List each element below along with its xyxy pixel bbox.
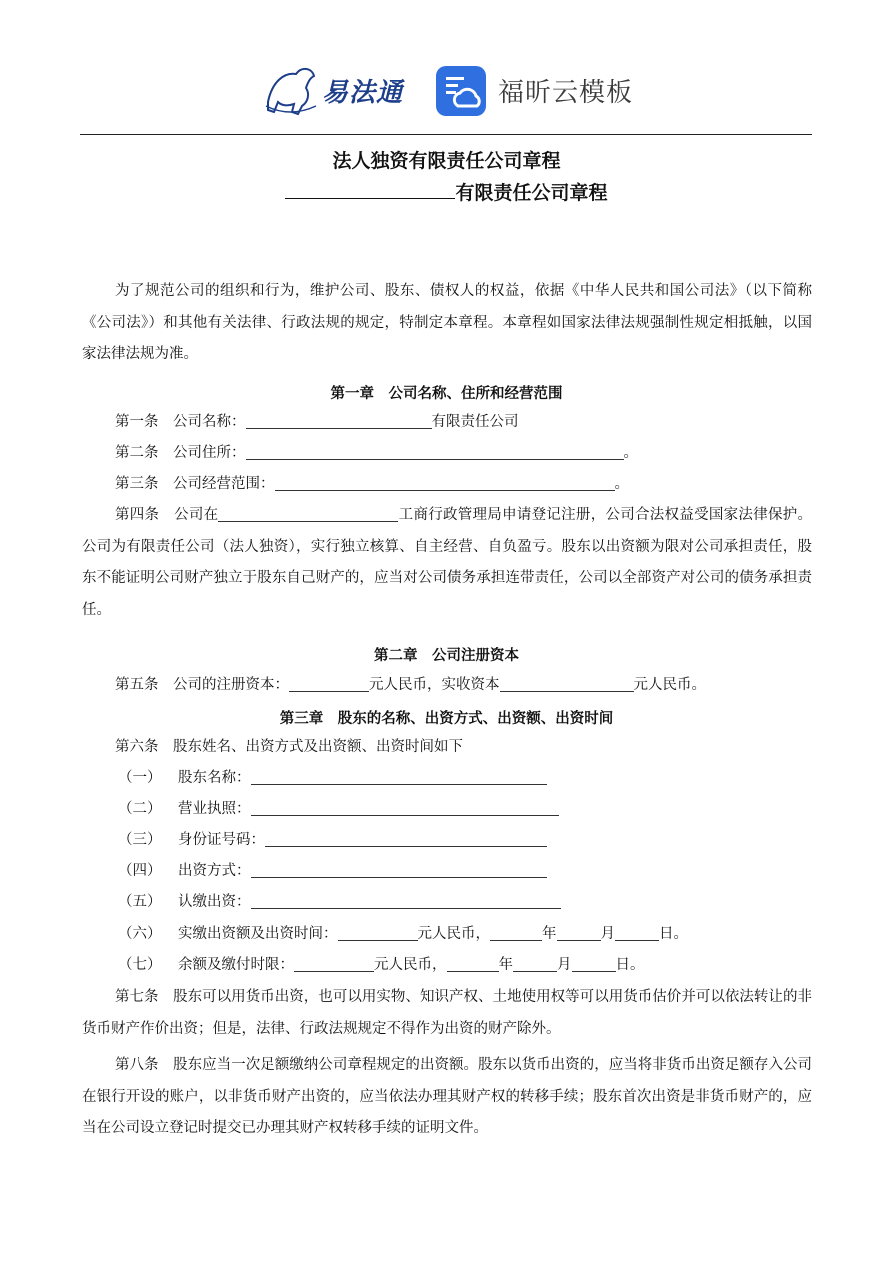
day-blank <box>572 957 616 972</box>
item-label: 身份证号码： <box>178 832 265 848</box>
year-blank <box>490 926 542 941</box>
unit-text: 元人民币， <box>374 957 447 973</box>
yifatong-logo-text: 易法通 <box>322 78 404 108</box>
article-6: 第六条 股东姓名、出资方式及出资额、出资时间如下 <box>115 739 463 755</box>
registered-capital-blank <box>289 677 369 692</box>
chapter-2-heading: 第二章 公司注册资本 <box>374 648 519 664</box>
registration-authority-blank <box>218 507 398 522</box>
company-name-blank <box>246 414 432 429</box>
company-name-blank <box>285 198 455 199</box>
contribution-method-blank <box>251 863 547 878</box>
balance-amount-blank <box>294 957 374 972</box>
item-paid-contribution <box>118 919 848 950</box>
article-5-label: 第五条 公司的注册资本： <box>115 677 289 693</box>
day-text: 日。 <box>659 926 688 942</box>
month-text: 月 <box>600 926 615 942</box>
horse-seal-icon <box>262 62 320 118</box>
item-number: （五） <box>118 894 162 910</box>
chapter-3-heading: 第三章 股东的名称、出资方式、出资额、出资时间 <box>279 711 614 727</box>
article-5 <box>82 670 845 701</box>
id-number-blank <box>265 832 547 847</box>
year-text: 年 <box>542 926 557 942</box>
item-number: （一） <box>118 770 162 786</box>
article-2-label: 第二条 公司住所： <box>115 445 246 461</box>
article-3-label: 第三条 公司经营范围： <box>115 476 275 492</box>
month-text: 月 <box>557 957 572 973</box>
business-scope-blank <box>275 476 615 491</box>
day-blank <box>615 926 659 941</box>
item-balance-deadline <box>118 950 848 981</box>
year-text: 年 <box>498 957 513 973</box>
document-title: 法人独资有限责任公司章程 <box>332 150 561 172</box>
month-blank <box>557 926 601 941</box>
business-license-blank <box>251 801 559 816</box>
header-divider <box>80 134 812 135</box>
item-id-number <box>118 825 848 856</box>
article-4-label: 第四条 公司在 <box>115 507 219 523</box>
day-text: 日。 <box>615 957 645 973</box>
item-number: （六） <box>118 926 162 942</box>
paid-amount-blank <box>338 926 418 941</box>
item-number: （四） <box>118 863 162 879</box>
item-number: （二） <box>118 801 162 817</box>
article-1-label: 第一条 公司名称： <box>115 414 246 430</box>
item-label: 实缴出资额及出资时间： <box>178 926 338 942</box>
item-label: 余额及缴付时限： <box>178 957 294 973</box>
foxit-cloud-template-text: 福昕云模板 <box>498 78 634 108</box>
document-subtitle <box>0 178 893 205</box>
subscribed-capital-blank <box>251 894 561 909</box>
article-5-suffix: 元人民币。 <box>633 677 706 693</box>
article-4-text: 工商行政管理局申请登记注册，公司合法权益受国家法律保护。公司为有限责任公司（法人独资），实行独立核算、自主经营、自负盈亏。股东以出资额为限对公司承担责任，股东不能证明公司财产独立于股东自己财产的，应当对公司债务承担连带责任，公司以全部资产对公司的债务承担责任。 <box>82 507 813 618</box>
document-subtitle-suffix: 有限责任公司章程 <box>455 182 608 204</box>
item-shareholder-name <box>118 763 848 794</box>
shareholder-name-blank <box>251 770 547 785</box>
article-4 <box>82 500 812 626</box>
article-1-suffix: 有限责任公司 <box>431 414 519 430</box>
item-label: 出资方式： <box>178 863 251 879</box>
article-1 <box>82 407 845 438</box>
yifatong-logo <box>262 62 412 118</box>
article-5-mid: 元人民币，实收资本 <box>369 677 500 693</box>
item-label: 股东名称： <box>178 770 251 786</box>
item-number: （三） <box>118 832 162 848</box>
article-3 <box>82 469 845 500</box>
page-header <box>0 58 893 122</box>
paid-in-capital-blank <box>500 677 634 692</box>
intro-paragraph: 为了规范公司的组织和行为，维护公司、股东、债权人的权益，依据《中华人民共和国公司法》（以下简称《公司法》）和其他有关法律、行政法规的规定，特制定本章程。本章程如国家法律法规强制性规定相抵触，以国家法律法规为准。 <box>82 283 812 362</box>
foxit-cloud-icon <box>436 66 486 116</box>
article-2 <box>82 438 845 469</box>
item-subscribed-capital <box>118 887 848 918</box>
article-8: 第八条 股东应当一次足额缴纳公司章程规定的出资额。股东以货币出资的，应当将非货币出资足额存入公司在银行开设的账户，以非货币财产出资的，应当依法办理其财产权的转移手续；股东首次出资是非货币财产的，应当在公司设立登记时提交已办理其财产权转移手续的证明文件。 <box>82 1057 812 1136</box>
company-address-blank <box>246 445 624 460</box>
article-2-suffix: 。 <box>623 445 638 461</box>
chapter-1-heading: 第一章 公司名称、住所和经营范围 <box>330 386 563 402</box>
article-3-suffix: 。 <box>614 476 629 492</box>
item-label: 营业执照： <box>178 801 251 817</box>
year-blank <box>447 957 499 972</box>
item-contribution-method <box>118 856 848 887</box>
month-blank <box>513 957 557 972</box>
item-number: （七） <box>118 957 162 973</box>
item-label: 认缴出资： <box>178 894 251 910</box>
item-business-license <box>118 794 848 825</box>
unit-text: 元人民币， <box>417 926 490 942</box>
article-7: 第七条 股东可以用货币出资，也可以用实物、知识产权、土地使用权等可以用货币估价并可以依法转让的非货币财产作价出资；但是，法律、行政法规规定不得作为出资的财产除外。 <box>82 989 812 1037</box>
